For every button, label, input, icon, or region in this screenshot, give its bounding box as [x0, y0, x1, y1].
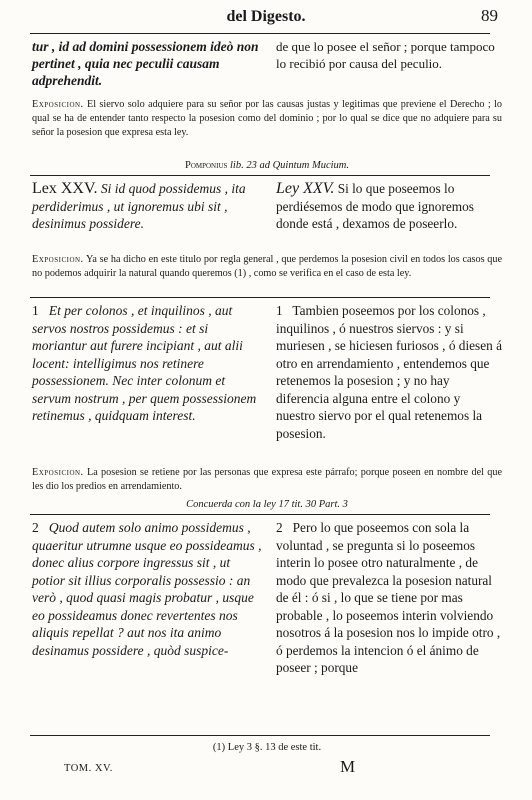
source-work: lib. 23 ad Quintum Mucium. — [230, 160, 350, 171]
exposicion-label: Exposicion. — [32, 99, 84, 110]
para-2-number: 2 — [276, 520, 283, 535]
para-1-latin — [32, 302, 262, 425]
exposicion-label: Exposicion. — [32, 254, 84, 265]
lex-25-latin — [32, 180, 262, 233]
header-rule — [30, 33, 490, 34]
lex-25-latin-title: Lex XXV. — [32, 180, 98, 197]
para-2-number: 2 — [32, 520, 39, 535]
source-citation — [32, 160, 502, 171]
running-header-title: del Digesto. — [226, 8, 306, 25]
lex-25-spanish-title: Ley XXV. — [276, 180, 335, 197]
exposicion-label: Exposicion. — [32, 467, 84, 478]
exposicion-text: El siervo solo adquiere para su señor por las causas justas y legitimas que previene el Derecho ; lo qual se ha de entender tanto respecto la posesion como del dominio ; por lo qual se dice que no adquiere para su señor la posesion que expresa esta ley. — [32, 99, 502, 138]
lex-25-spanish — [276, 180, 502, 233]
footnote: (1) Ley 3 §. 13 de este tit. — [212, 742, 322, 753]
exposicion-1 — [32, 98, 502, 140]
printer-signature-mark: M — [340, 757, 356, 776]
top-latin-text: tur , id ad domini possessionem ideò non pertinet , quia nec peculii causam adprehendit. — [32, 39, 259, 88]
para-1-spanish-text: Tambien poseemos por los colonos , inquilinos , ó nuestros siervos : y si muriesen , se hiciesen furiosos , ó diesen á otro en arrendamiento , entendemos que retenemos la posesion ; y no hay diferencia alguna entre el colono y nuestro siervo por el qual retenemos la posesion. — [276, 303, 502, 441]
footnote-rule — [30, 735, 490, 736]
lex-25-spanish-text: Si lo que poseemos lo perdiésemos de modo que ignoremos donde está , dexamos de poseerlo. — [276, 181, 474, 231]
section-rule — [30, 175, 490, 176]
para-1-latin-text: Et per colonos , et inquilinos , aut servos nostros possidemus : et si moriantur aut furere incipiant , aut alii locent: intelligimus nos retinere possessionem. Nec inter colonum et servum nostrum , per quem possessionem retinemus , quidquam interest. — [32, 303, 257, 423]
source-author: Pomponius — [184, 160, 228, 171]
para-1-spanish — [276, 302, 502, 442]
concordance-note: Concuerda con la ley 17 tit. 30 Part. 3 — [186, 499, 348, 510]
para-2-spanish-text: Pero lo que poseemos con sola la voluntad , se pregunta si lo poseemos interin lo posee otro naturalmente , de modo que prevalezca la posesion natural de él : ó si , lo que se tiene por mas probable , lo poseemos interin volviendo nosotros á la posesion nos lo impide otro , ó perdemos la intencion ó el ánimo de poseer ; porque — [276, 520, 501, 675]
top-spanish-text: de que lo posee el señor ; porque tampoco lo recibió por causa del peculio. — [276, 39, 495, 71]
para-1-number: 1 — [276, 303, 283, 318]
volume-signature: TOM. XV. — [64, 763, 113, 774]
exposicion-3 — [32, 466, 502, 494]
para-2-latin-text: Quod autem solo animo possidemus , quaeritur utrumne usque eo possideamus , donec alius corpore ingressus sit , ut potior sit illius corporalis possessio : an verò , quod quasi magis probatur , usque eo possideamus donec revertentes nos aliquis repellat ? aut nos ita animo desinamus possidere , quòd suspice- — [32, 520, 262, 658]
para-2-latin — [32, 519, 262, 659]
para-2-spanish — [276, 519, 502, 677]
exposicion-2 — [32, 253, 502, 281]
section-rule — [30, 514, 490, 515]
exposicion-text: La posesion se retiene por las personas que expresa este párrafo; porque poseen en nombre del que les dio los predios en arrendamiento. — [32, 467, 503, 492]
section-rule — [30, 297, 490, 298]
lex-25-latin-text: Si id quod possidemus , ita perdiderimus , ut ignoremus ubi sit , desinimus possidere. — [32, 181, 246, 231]
page-number: 89 — [481, 6, 498, 25]
para-1-number: 1 — [32, 303, 39, 318]
exposicion-text: Ya se ha dicho en este titulo por regla general , que perdemos la posesion civil en todos los casos que no podemos adquirir la natural quando queremos (1) , como se verifica en el caso de esta ley. — [32, 254, 502, 279]
